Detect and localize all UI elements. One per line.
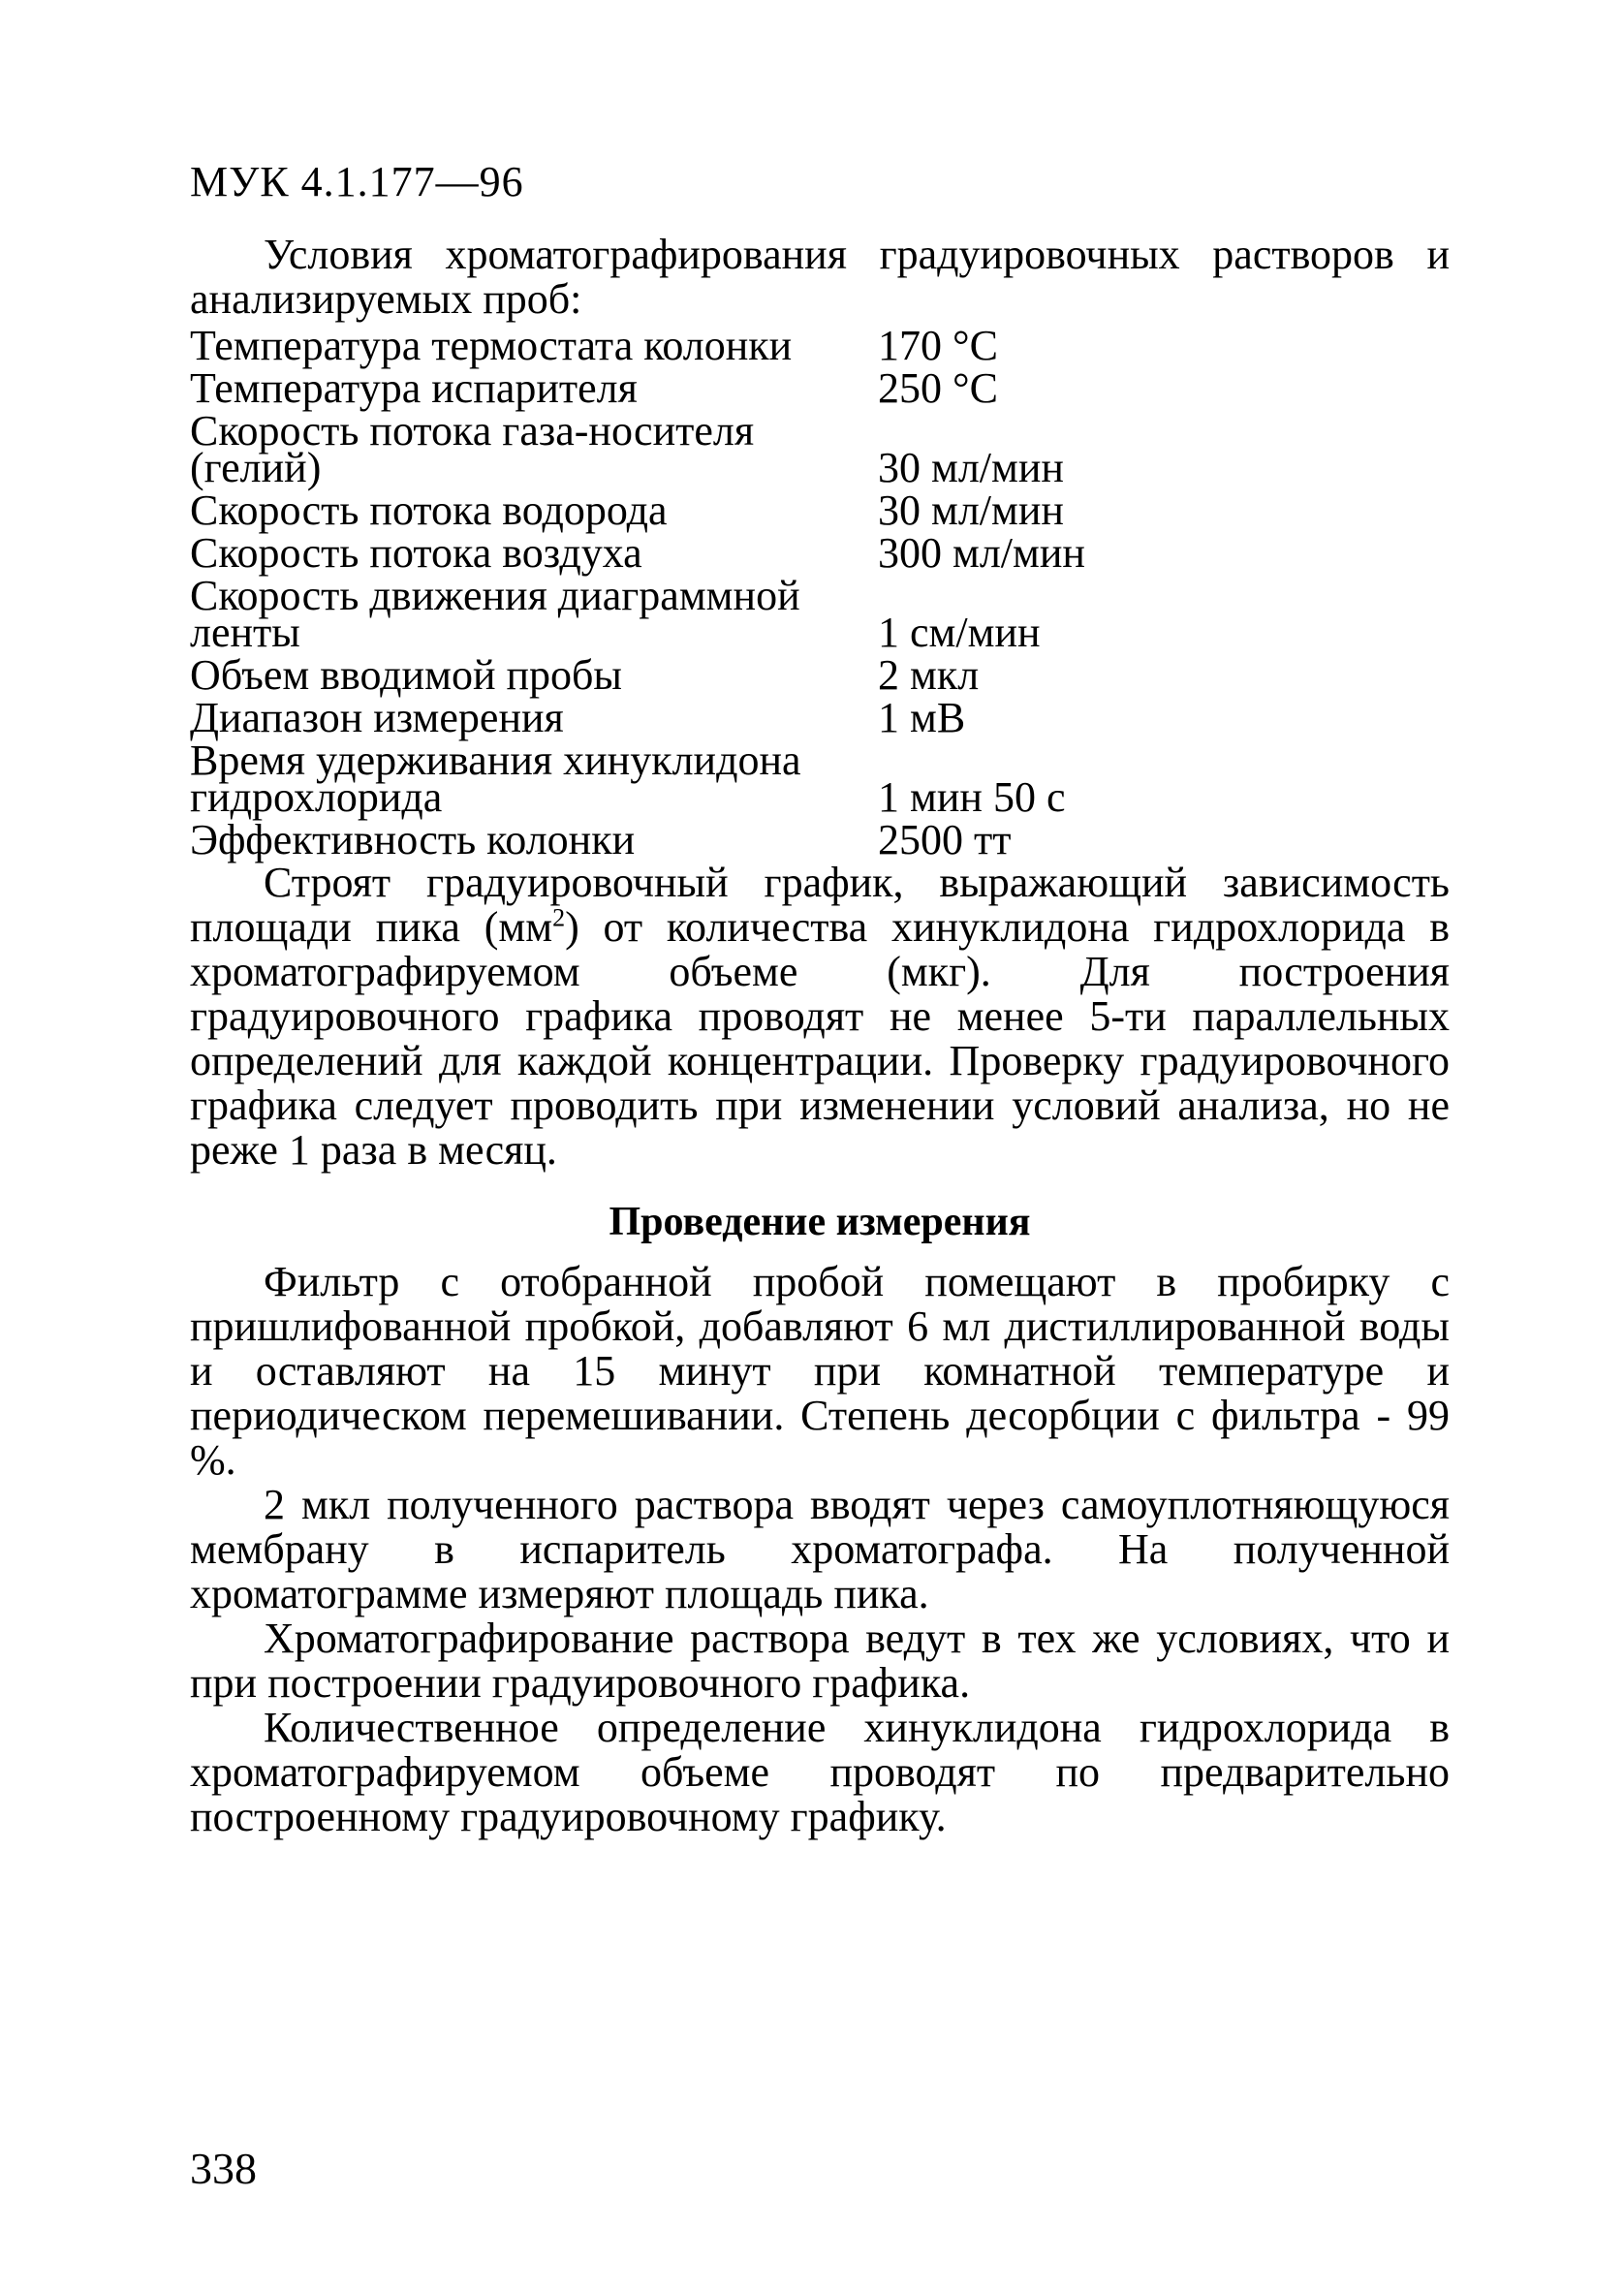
condition-row (190, 816, 1450, 859)
conditions-table (190, 322, 1450, 863)
condition-value: 1 мин 50 с (878, 773, 1066, 821)
condition-row (190, 486, 1450, 529)
condition-name: Температура испарителя (190, 364, 638, 412)
condition-name: Эффективность колонки (190, 816, 636, 863)
condition-row (190, 651, 1450, 694)
document-code: МУК 4.1.177—96 (190, 158, 524, 205)
condition-name: Скорость потока воздуха (190, 529, 642, 577)
superscript-two: 2 (552, 903, 566, 932)
condition-value: 1 см/мин (878, 609, 1041, 656)
conditions-intro: Условия хроматографирования градуировочных растворов и анализируемых проб: (190, 231, 1450, 323)
condition-name: Скорость движения диаграммной ленты (190, 572, 800, 656)
condition-name: Скорость потока водорода (190, 486, 668, 534)
conditions-list (190, 322, 1450, 863)
condition-row (190, 572, 1450, 651)
condition-row (190, 737, 1450, 816)
condition-row (190, 694, 1450, 737)
calibration-text-end: ) от количества хинуклидона гидрохлорида в хроматографируемом объеме (мкг). Для построения градуировочного графика проводят не менее 5-ти параллельных определений для каждой концентрации. Проверку градуировочного графика следует проводить при изменении условий анализа, но не реже 1 раза в месяц. (190, 903, 1451, 1174)
condition-value: 30 мл/мин (878, 444, 1064, 491)
condition-row (190, 407, 1450, 486)
condition-row (190, 529, 1450, 572)
calibration-text-start: Строят градуировочный график, выражающий зависимость площади пика (мм (190, 859, 1450, 951)
measurement-paragraph: Хроматографирование раствора ведут в тех же условиях, что и при построении градуировочного графика. (190, 1615, 1450, 1707)
calibration-paragraph (190, 861, 1450, 1173)
condition-value: 250 °С (878, 364, 998, 412)
condition-name: Время удерживания хинуклидона гидрохлорида (190, 737, 801, 821)
condition-value: 2500 тт (878, 816, 1012, 863)
condition-name: Объем вводимой пробы (190, 651, 622, 699)
section-title: Проведение измерения (609, 1200, 1031, 1244)
page-number: 338 (190, 2144, 257, 2193)
condition-row (190, 364, 1450, 407)
condition-name: Диапазон измерения (190, 694, 564, 741)
measurement-paragraph: 2 мкл полученного раствора вводят через самоуплотняющуюся мембрану в испаритель хроматографа. На полученной хроматограмме измеряют площадь пика. (190, 1481, 1450, 1617)
condition-value: 1 мВ (878, 694, 966, 741)
condition-value: 2 мкл (878, 651, 980, 699)
condition-row (190, 322, 1450, 364)
condition-value: 30 мл/мин (878, 486, 1064, 534)
measurement-paragraph: Количественное определение хинуклидона гидрохлорида в хроматографируемом объеме проводят по предварительно построенному градуировочному графику. (190, 1704, 1450, 1840)
condition-value: 300 мл/мин (878, 529, 1085, 577)
condition-name: Скорость потока газа-носителя (гелий) (190, 407, 755, 491)
condition-value: 170 °С (878, 322, 998, 369)
condition-name: Температура термостата колонки (190, 322, 793, 369)
page-content (190, 233, 1450, 1839)
measurement-paragraph: Фильтр с отобранной пробой помещают в пробирку с пришлифованной пробкой, добавляют 6 мл дистиллированной воды и оставляют на 15 минут при комнатной температуре и периодическом перемешивании. Степень десорбции с фильтра - 99 %. (190, 1258, 1450, 1484)
